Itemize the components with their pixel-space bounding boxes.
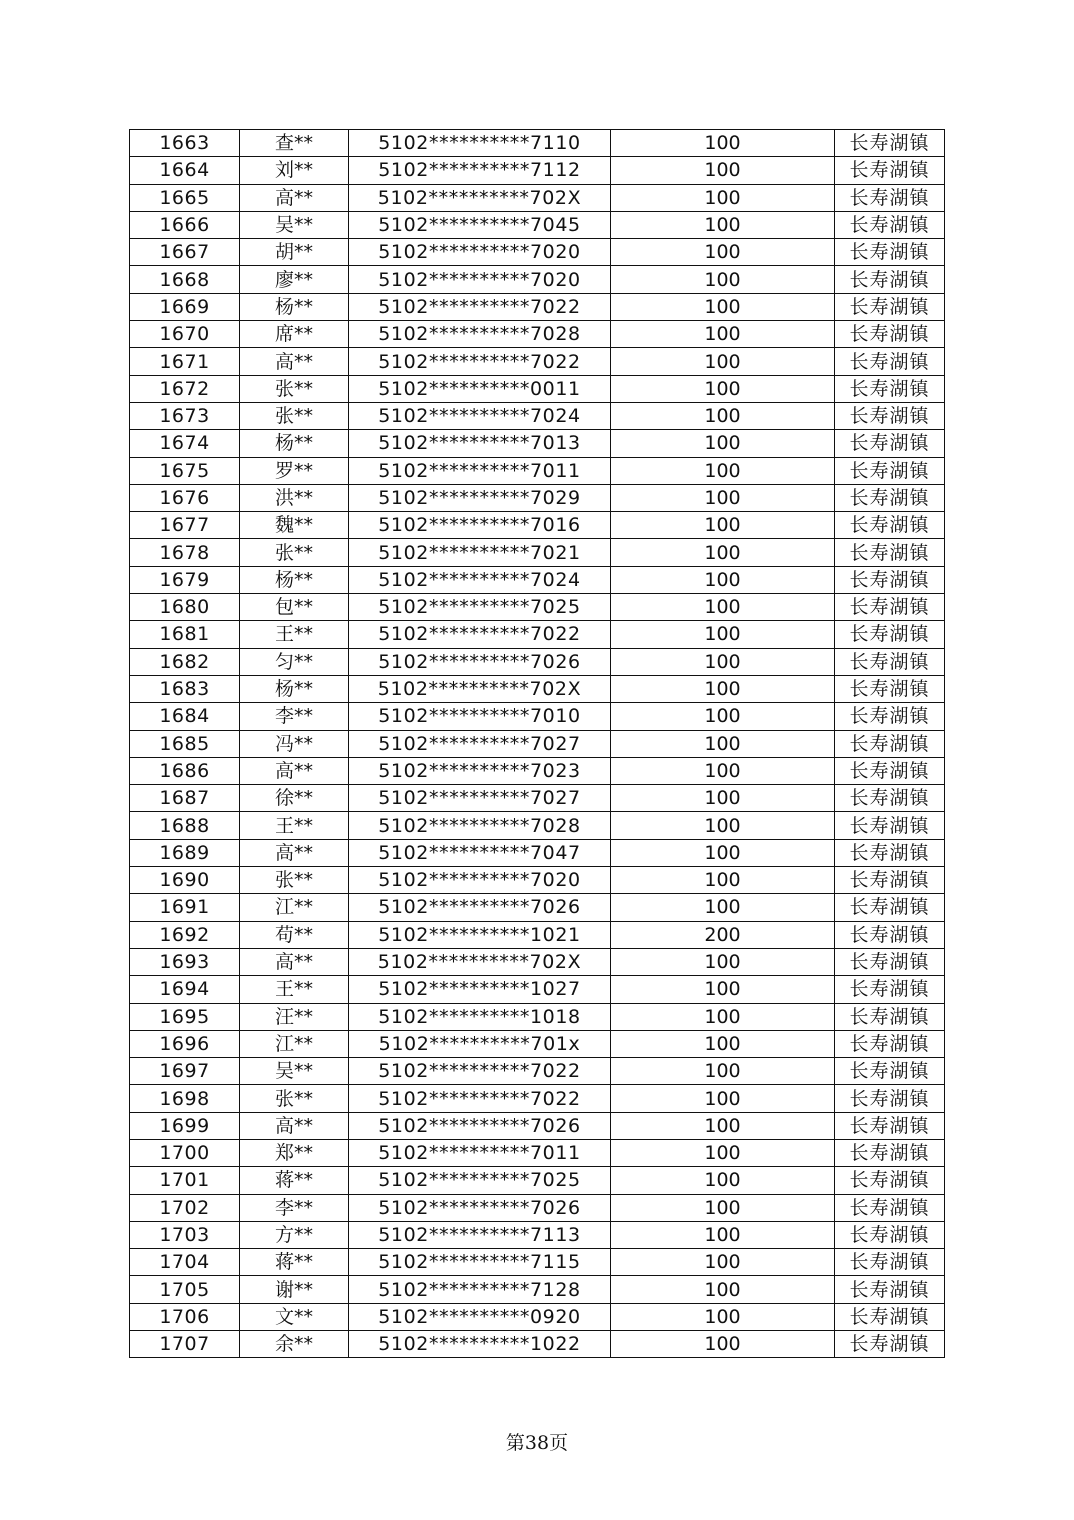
id-number-cell: 5102**********7115 — [349, 1249, 611, 1276]
town-cell: 长寿湖镇 — [835, 648, 945, 675]
row-number-cell: 1699 — [130, 1112, 240, 1139]
town-cell: 长寿湖镇 — [835, 976, 945, 1003]
table-row — [130, 375, 945, 402]
name-cell: 杨** — [240, 675, 349, 702]
table-row — [130, 1030, 945, 1057]
row-number-cell: 1670 — [130, 321, 240, 348]
table-row — [130, 894, 945, 921]
town-cell: 长寿湖镇 — [835, 1085, 945, 1112]
amount-cell: 100 — [611, 184, 835, 211]
name-cell: 吴** — [240, 1058, 349, 1085]
name-cell: 方** — [240, 1221, 349, 1248]
table-row — [130, 867, 945, 894]
name-cell: 高** — [240, 348, 349, 375]
row-number-cell: 1674 — [130, 430, 240, 457]
amount-cell: 100 — [611, 539, 835, 566]
town-cell: 长寿湖镇 — [835, 512, 945, 539]
id-number-cell: 5102**********7020 — [349, 867, 611, 894]
row-number-cell: 1694 — [130, 976, 240, 1003]
id-number-cell: 5102**********7027 — [349, 785, 611, 812]
roster-table-body — [130, 130, 945, 1358]
row-number-cell: 1703 — [130, 1221, 240, 1248]
town-cell: 长寿湖镇 — [835, 1303, 945, 1330]
row-number-cell: 1680 — [130, 594, 240, 621]
roster-table — [129, 129, 945, 1358]
town-cell: 长寿湖镇 — [835, 211, 945, 238]
table-row — [130, 130, 945, 157]
name-cell: 匀** — [240, 648, 349, 675]
id-number-cell: 5102**********7011 — [349, 457, 611, 484]
town-cell: 长寿湖镇 — [835, 130, 945, 157]
name-cell: 苟** — [240, 921, 349, 948]
amount-cell: 100 — [611, 839, 835, 866]
town-cell: 长寿湖镇 — [835, 703, 945, 730]
town-cell: 长寿湖镇 — [835, 1058, 945, 1085]
row-number-cell: 1664 — [130, 157, 240, 184]
row-number-cell: 1686 — [130, 757, 240, 784]
table-row — [130, 266, 945, 293]
id-number-cell: 5102**********7028 — [349, 321, 611, 348]
amount-cell: 100 — [611, 867, 835, 894]
town-cell: 长寿湖镇 — [835, 1167, 945, 1194]
name-cell: 谢** — [240, 1276, 349, 1303]
row-number-cell: 1698 — [130, 1085, 240, 1112]
name-cell: 文** — [240, 1303, 349, 1330]
table-row — [130, 1221, 945, 1248]
row-number-cell: 1667 — [130, 239, 240, 266]
name-cell: 蒋** — [240, 1249, 349, 1276]
id-number-cell: 5102**********7026 — [349, 894, 611, 921]
row-number-cell: 1663 — [130, 130, 240, 157]
row-number-cell: 1707 — [130, 1331, 240, 1358]
id-number-cell: 5102**********7022 — [349, 1058, 611, 1085]
table-row — [130, 948, 945, 975]
id-number-cell: 5102**********7025 — [349, 594, 611, 621]
town-cell: 长寿湖镇 — [835, 785, 945, 812]
name-cell: 王** — [240, 976, 349, 1003]
town-cell: 长寿湖镇 — [835, 1221, 945, 1248]
town-cell: 长寿湖镇 — [835, 1249, 945, 1276]
town-cell: 长寿湖镇 — [835, 375, 945, 402]
id-number-cell: 5102**********7029 — [349, 484, 611, 511]
name-cell: 吴** — [240, 211, 349, 238]
town-cell: 长寿湖镇 — [835, 675, 945, 702]
name-cell: 张** — [240, 402, 349, 429]
name-cell: 郑** — [240, 1139, 349, 1166]
name-cell: 杨** — [240, 430, 349, 457]
table-row — [130, 839, 945, 866]
amount-cell: 100 — [611, 1221, 835, 1248]
name-cell: 王** — [240, 812, 349, 839]
name-cell: 廖** — [240, 266, 349, 293]
id-number-cell: 5102**********7028 — [349, 812, 611, 839]
table-row — [130, 703, 945, 730]
amount-cell: 100 — [611, 1003, 835, 1030]
name-cell: 张** — [240, 375, 349, 402]
row-number-cell: 1676 — [130, 484, 240, 511]
table-row — [130, 457, 945, 484]
amount-cell: 100 — [611, 594, 835, 621]
id-number-cell: 5102**********7022 — [349, 348, 611, 375]
name-cell: 李** — [240, 703, 349, 730]
id-number-cell: 5102**********7128 — [349, 1276, 611, 1303]
name-cell: 张** — [240, 867, 349, 894]
id-number-cell: 5102**********7045 — [349, 211, 611, 238]
row-number-cell: 1706 — [130, 1303, 240, 1330]
table-row — [130, 1139, 945, 1166]
table-row — [130, 1276, 945, 1303]
town-cell: 长寿湖镇 — [835, 867, 945, 894]
town-cell: 长寿湖镇 — [835, 239, 945, 266]
amount-cell: 100 — [611, 1030, 835, 1057]
amount-cell: 100 — [611, 430, 835, 457]
row-number-cell: 1693 — [130, 948, 240, 975]
town-cell: 长寿湖镇 — [835, 402, 945, 429]
town-cell: 长寿湖镇 — [835, 430, 945, 457]
town-cell: 长寿湖镇 — [835, 157, 945, 184]
id-number-cell: 5102**********701x — [349, 1030, 611, 1057]
row-number-cell: 1671 — [130, 348, 240, 375]
table-row — [130, 348, 945, 375]
name-cell: 包** — [240, 594, 349, 621]
name-cell: 洪** — [240, 484, 349, 511]
table-row — [130, 402, 945, 429]
name-cell: 冯** — [240, 730, 349, 757]
row-number-cell: 1678 — [130, 539, 240, 566]
table-row — [130, 921, 945, 948]
row-number-cell: 1702 — [130, 1194, 240, 1221]
town-cell: 长寿湖镇 — [835, 594, 945, 621]
table-row — [130, 1085, 945, 1112]
amount-cell: 100 — [611, 457, 835, 484]
id-number-cell: 5102**********7022 — [349, 621, 611, 648]
id-number-cell: 5102**********7024 — [349, 402, 611, 429]
town-cell: 长寿湖镇 — [835, 321, 945, 348]
name-cell: 张** — [240, 539, 349, 566]
row-number-cell: 1677 — [130, 512, 240, 539]
table-row — [130, 1331, 945, 1358]
id-number-cell: 5102**********0011 — [349, 375, 611, 402]
table-row — [130, 594, 945, 621]
town-cell: 长寿湖镇 — [835, 894, 945, 921]
town-cell: 长寿湖镇 — [835, 1331, 945, 1358]
table-row — [130, 621, 945, 648]
amount-cell: 100 — [611, 1194, 835, 1221]
amount-cell: 100 — [611, 648, 835, 675]
amount-cell: 100 — [611, 757, 835, 784]
row-number-cell: 1690 — [130, 867, 240, 894]
table-row — [130, 1167, 945, 1194]
name-cell: 罗** — [240, 457, 349, 484]
town-cell: 长寿湖镇 — [835, 484, 945, 511]
name-cell: 杨** — [240, 566, 349, 593]
id-number-cell: 5102**********7026 — [349, 1112, 611, 1139]
name-cell: 查** — [240, 130, 349, 157]
id-number-cell: 5102**********1022 — [349, 1331, 611, 1358]
table-row — [130, 757, 945, 784]
id-number-cell: 5102**********7025 — [349, 1167, 611, 1194]
town-cell: 长寿湖镇 — [835, 1139, 945, 1166]
table-row — [130, 293, 945, 320]
id-number-cell: 5102**********702X — [349, 675, 611, 702]
id-number-cell: 5102**********7047 — [349, 839, 611, 866]
town-cell: 长寿湖镇 — [835, 921, 945, 948]
name-cell: 汪** — [240, 1003, 349, 1030]
town-cell: 长寿湖镇 — [835, 1194, 945, 1221]
town-cell: 长寿湖镇 — [835, 839, 945, 866]
name-cell: 江** — [240, 894, 349, 921]
row-number-cell: 1673 — [130, 402, 240, 429]
id-number-cell: 5102**********7027 — [349, 730, 611, 757]
amount-cell: 100 — [611, 512, 835, 539]
town-cell: 长寿湖镇 — [835, 812, 945, 839]
row-number-cell: 1695 — [130, 1003, 240, 1030]
row-number-cell: 1683 — [130, 675, 240, 702]
id-number-cell: 5102**********0920 — [349, 1303, 611, 1330]
table-row — [130, 1303, 945, 1330]
page-number: 第38页 — [505, 1432, 569, 1454]
row-number-cell: 1685 — [130, 730, 240, 757]
id-number-cell: 5102**********7013 — [349, 430, 611, 457]
amount-cell: 100 — [611, 321, 835, 348]
amount-cell: 100 — [611, 130, 835, 157]
name-cell: 杨** — [240, 293, 349, 320]
town-cell: 长寿湖镇 — [835, 730, 945, 757]
name-cell: 徐** — [240, 785, 349, 812]
row-number-cell: 1675 — [130, 457, 240, 484]
name-cell: 王** — [240, 621, 349, 648]
amount-cell: 100 — [611, 1331, 835, 1358]
row-number-cell: 1705 — [130, 1276, 240, 1303]
row-number-cell: 1700 — [130, 1139, 240, 1166]
amount-cell: 100 — [611, 948, 835, 975]
table-row — [130, 512, 945, 539]
name-cell: 刘** — [240, 157, 349, 184]
amount-cell: 100 — [611, 703, 835, 730]
id-number-cell: 5102**********7022 — [349, 1085, 611, 1112]
name-cell: 胡** — [240, 239, 349, 266]
amount-cell: 200 — [611, 921, 835, 948]
town-cell: 长寿湖镇 — [835, 757, 945, 784]
id-number-cell: 5102**********1027 — [349, 976, 611, 1003]
amount-cell: 100 — [611, 730, 835, 757]
table-row — [130, 566, 945, 593]
table-row — [130, 157, 945, 184]
amount-cell: 100 — [611, 266, 835, 293]
amount-cell: 100 — [611, 976, 835, 1003]
id-number-cell: 5102**********7110 — [349, 130, 611, 157]
name-cell: 席** — [240, 321, 349, 348]
amount-cell: 100 — [611, 894, 835, 921]
amount-cell: 100 — [611, 211, 835, 238]
amount-cell: 100 — [611, 1112, 835, 1139]
table-row — [130, 648, 945, 675]
table-row — [130, 484, 945, 511]
amount-cell: 100 — [611, 239, 835, 266]
amount-cell: 100 — [611, 812, 835, 839]
id-number-cell: 5102**********7011 — [349, 1139, 611, 1166]
name-cell: 蒋** — [240, 1167, 349, 1194]
id-number-cell: 5102**********7023 — [349, 757, 611, 784]
name-cell: 江** — [240, 1030, 349, 1057]
amount-cell: 100 — [611, 1139, 835, 1166]
town-cell: 长寿湖镇 — [835, 1003, 945, 1030]
name-cell: 李** — [240, 1194, 349, 1221]
id-number-cell: 5102**********7022 — [349, 293, 611, 320]
id-number-cell: 5102**********7112 — [349, 157, 611, 184]
name-cell: 余** — [240, 1331, 349, 1358]
table-row — [130, 785, 945, 812]
table-row — [130, 1194, 945, 1221]
amount-cell: 100 — [611, 157, 835, 184]
table-row — [130, 184, 945, 211]
id-number-cell: 5102**********7020 — [349, 239, 611, 266]
row-number-cell: 1697 — [130, 1058, 240, 1085]
town-cell: 长寿湖镇 — [835, 293, 945, 320]
name-cell: 高** — [240, 184, 349, 211]
town-cell: 长寿湖镇 — [835, 539, 945, 566]
id-number-cell: 5102**********7016 — [349, 512, 611, 539]
row-number-cell: 1688 — [130, 812, 240, 839]
id-number-cell: 5102**********7026 — [349, 1194, 611, 1221]
table-row — [130, 321, 945, 348]
town-cell: 长寿湖镇 — [835, 266, 945, 293]
name-cell: 魏** — [240, 512, 349, 539]
amount-cell: 100 — [611, 675, 835, 702]
table-row — [130, 1249, 945, 1276]
id-number-cell: 5102**********7113 — [349, 1221, 611, 1248]
row-number-cell: 1666 — [130, 211, 240, 238]
id-number-cell: 5102**********702X — [349, 184, 611, 211]
row-number-cell: 1681 — [130, 621, 240, 648]
town-cell: 长寿湖镇 — [835, 566, 945, 593]
id-number-cell: 5102**********7010 — [349, 703, 611, 730]
town-cell: 长寿湖镇 — [835, 1030, 945, 1057]
amount-cell: 100 — [611, 348, 835, 375]
amount-cell: 100 — [611, 566, 835, 593]
name-cell: 张** — [240, 1085, 349, 1112]
amount-cell: 100 — [611, 1085, 835, 1112]
table-row — [130, 675, 945, 702]
row-number-cell: 1668 — [130, 266, 240, 293]
town-cell: 长寿湖镇 — [835, 184, 945, 211]
name-cell: 高** — [240, 757, 349, 784]
table-row — [130, 430, 945, 457]
amount-cell: 100 — [611, 402, 835, 429]
row-number-cell: 1692 — [130, 921, 240, 948]
row-number-cell: 1684 — [130, 703, 240, 730]
table-row — [130, 1112, 945, 1139]
table-row — [130, 539, 945, 566]
table-row — [130, 239, 945, 266]
amount-cell: 100 — [611, 484, 835, 511]
row-number-cell: 1704 — [130, 1249, 240, 1276]
amount-cell: 100 — [611, 1249, 835, 1276]
amount-cell: 100 — [611, 1167, 835, 1194]
id-number-cell: 5102**********1018 — [349, 1003, 611, 1030]
row-number-cell: 1691 — [130, 894, 240, 921]
town-cell: 长寿湖镇 — [835, 1276, 945, 1303]
id-number-cell: 5102**********7026 — [349, 648, 611, 675]
row-number-cell: 1701 — [130, 1167, 240, 1194]
name-cell: 高** — [240, 1112, 349, 1139]
table-row — [130, 1058, 945, 1085]
amount-cell: 100 — [611, 785, 835, 812]
name-cell: 高** — [240, 948, 349, 975]
row-number-cell: 1687 — [130, 785, 240, 812]
row-number-cell: 1679 — [130, 566, 240, 593]
town-cell: 长寿湖镇 — [835, 948, 945, 975]
amount-cell: 100 — [611, 621, 835, 648]
town-cell: 长寿湖镇 — [835, 1112, 945, 1139]
row-number-cell: 1696 — [130, 1030, 240, 1057]
id-number-cell: 5102**********7020 — [349, 266, 611, 293]
table-row — [130, 730, 945, 757]
town-cell: 长寿湖镇 — [835, 348, 945, 375]
id-number-cell: 5102**********7021 — [349, 539, 611, 566]
town-cell: 长寿湖镇 — [835, 621, 945, 648]
town-cell: 长寿湖镇 — [835, 457, 945, 484]
id-number-cell: 5102**********1021 — [349, 921, 611, 948]
table-row — [130, 1003, 945, 1030]
amount-cell: 100 — [611, 293, 835, 320]
id-number-cell: 5102**********702X — [349, 948, 611, 975]
table-row — [130, 211, 945, 238]
amount-cell: 100 — [611, 1276, 835, 1303]
table-row — [130, 976, 945, 1003]
row-number-cell: 1665 — [130, 184, 240, 211]
name-cell: 高** — [240, 839, 349, 866]
row-number-cell: 1682 — [130, 648, 240, 675]
row-number-cell: 1672 — [130, 375, 240, 402]
table-row — [130, 812, 945, 839]
row-number-cell: 1669 — [130, 293, 240, 320]
amount-cell: 100 — [611, 1058, 835, 1085]
amount-cell: 100 — [611, 1303, 835, 1330]
row-number-cell: 1689 — [130, 839, 240, 866]
id-number-cell: 5102**********7024 — [349, 566, 611, 593]
amount-cell: 100 — [611, 375, 835, 402]
